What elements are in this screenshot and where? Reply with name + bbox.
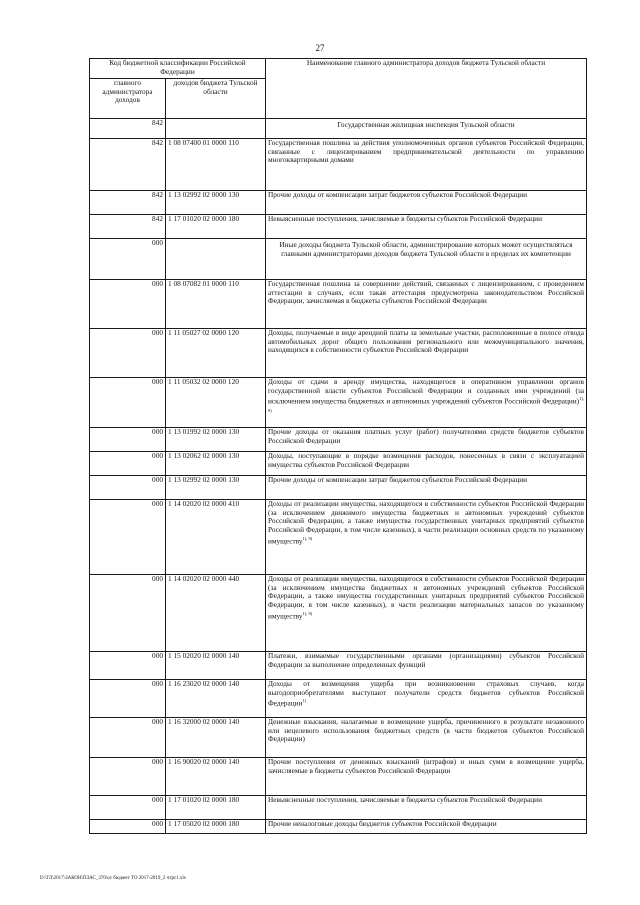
footnote-mark: 1), 9) — [268, 396, 584, 413]
section-row — [90, 119, 587, 139]
admin-code-cell: 000 — [90, 500, 166, 575]
revenue-name-cell — [266, 191, 587, 215]
table-row — [90, 575, 587, 652]
table-row — [90, 758, 587, 796]
table-row — [90, 452, 587, 476]
footnote-mark: 1) — [302, 698, 307, 704]
revenue-code-cell: 1 17 01020 02 0000 180 — [166, 796, 266, 820]
header-row — [90, 59, 587, 79]
section-row — [90, 239, 587, 280]
admin-code-cell: 000 — [90, 378, 166, 428]
revenue-code-cell: 1 16 23020 02 0000 140 — [166, 680, 266, 718]
revenue-name-cell — [266, 280, 587, 329]
revenue-name-text: Доходы от сдачи в аренду имущества, находящегося в оперативном управлении органов государственной власти субъектов Российской Федерации и созданных ими учреждений (за исключением имущества бюджетных и автономных учреждений субъектов Российской Федерации) — [268, 377, 584, 406]
revenue-code-cell: 1 15 02020 02 0000 140 — [166, 652, 266, 680]
table-row — [90, 718, 587, 758]
table-row — [90, 820, 587, 834]
revenue-name-cell — [266, 476, 587, 500]
admin-code-cell: 000 — [90, 758, 166, 796]
table-row — [90, 329, 587, 378]
revenue-name-text: Прочие неналоговые доходы бюджетов субъектов Российской Федерации — [268, 819, 497, 828]
revenue-code-cell: 1 13 02062 02 0000 130 — [166, 452, 266, 476]
revenue-code-cell: 1 11 05027 02 0000 120 — [166, 329, 266, 378]
admin-code-cell: 000 — [90, 680, 166, 718]
revenue-name-cell — [266, 758, 587, 796]
revenue-name-text: Доходы от реализации имущества, находящегося в собственности субъектов Российской Федерации (за исключением движимого имущества бюджетных и автономных учреждений субъектов Российской Федерации, а также имущества государственных унитарных предприятий субъектов Российской Федерации, в том числе казенных), в части реализации основных средств по указанному имуществу — [268, 499, 584, 546]
revenue-name-cell — [266, 452, 587, 476]
admin-code-cell: 842 — [90, 139, 166, 191]
admin-code-cell: 000 — [90, 575, 166, 652]
revenue-name-cell — [266, 139, 587, 191]
revenue-column-header: доходов бюджета Тульской области — [166, 79, 266, 119]
table-row — [90, 215, 587, 239]
admin-code-cell: 000 — [90, 796, 166, 820]
admin-code-cell: 842 — [90, 215, 166, 239]
admin-code-cell: 000 — [90, 428, 166, 452]
admin-code-cell: 000 — [90, 820, 166, 834]
revenue-name-text: Прочие доходы от оказания платных услуг (работ) получателями средств бюджетов субъектов Российской Федерации — [268, 427, 584, 445]
revenue-code-cell: 1 08 07400 01 0000 110 — [166, 139, 266, 191]
revenue-name-text: Государственная пошлина за совершение действий, связанных с лицензированием, с проведением аттестации в случаях, если такая аттестация предусмотрена законодательством Российской Федерации, зачисляемая в бюджеты субъектов Российской Федерации — [268, 279, 584, 306]
footnote-mark: 1), 9) — [302, 535, 313, 541]
table-row — [90, 280, 587, 329]
admin-code-cell: 000 — [90, 652, 166, 680]
footnote-mark: 1), 9) — [302, 610, 313, 616]
revenue-name-text: Иные доходы бюджета Тульской области, администрирование которых может осуществляться главными администраторами доходов бюджета Тульской области в пределах их компетенции — [279, 240, 573, 258]
admin-code-cell: 000 — [90, 476, 166, 500]
admin-code-cell: 000 — [90, 718, 166, 758]
revenue-code-cell: 1 17 01020 02 0000 180 — [166, 215, 266, 239]
revenue-name-text: Доходы, поступающие в порядке возмещения расходов, понесенных в связи с эксплуатацией имущества субъектов Российской Федерации — [268, 451, 584, 469]
table-row — [90, 796, 587, 820]
revenue-code-cell: 1 13 01992 02 0000 130 — [166, 428, 266, 452]
admin-code-cell: 000 — [90, 280, 166, 329]
admin-code-cell: 842 — [90, 119, 166, 139]
section-title-cell — [266, 239, 587, 280]
revenue-code-cell: 1 11 05032 02 0000 120 — [166, 378, 266, 428]
revenue-name-cell — [266, 428, 587, 452]
revenue-name-text: Невыясненные поступления, зачисляемые в бюджеты субъектов Российской Федерации — [268, 214, 542, 223]
revenue-name-cell — [266, 215, 587, 239]
name-column-header: Наименование главного администратора доходов бюджета Тульской области — [266, 59, 587, 119]
table-row — [90, 139, 587, 191]
revenue-name-cell — [266, 820, 587, 834]
revenue-name-text: Доходы, получаемые в виде арендной платы за земельные участки, расположенные в полосе отвода автомобильных дорог общего пользования регионального или межмуниципального значения, находящихся в собственности субъектов Российской Федерации — [268, 328, 584, 355]
admin-code-cell: 842 — [90, 191, 166, 215]
revenue-code-cell — [166, 119, 266, 139]
revenue-name-text: Денежные взыскания, налагаемые в возмещение ущерба, причиненного в результате незаконного или нецелевого использования бюджетных средств (в части бюджетов субъектов Российской Федерации) — [268, 717, 584, 744]
revenue-name-cell — [266, 329, 587, 378]
revenue-name-cell — [266, 575, 587, 652]
revenue-name-text: Прочие доходы от компенсации затрат бюджетов субъектов Российской Федерации — [268, 475, 528, 484]
revenue-name-cell — [266, 378, 587, 428]
table-row — [90, 680, 587, 718]
revenue-code-cell: 1 14 02020 02 0000 440 — [166, 575, 266, 652]
file-path-footer: D:\ГЛ\2017\ЗАКОН\ПЗАС_370\ос бюджет ТО 2017-2019_2 чтрс1.xls — [40, 876, 186, 881]
table-row — [90, 652, 587, 680]
revenue-code-cell — [166, 239, 266, 280]
revenue-name-text: Прочие доходы от компенсации затрат бюджетов субъектов Российской Федерации — [268, 190, 528, 199]
revenue-name-text: Государственная жилищная инспекция Тульской области — [337, 120, 515, 129]
section-title-cell — [266, 119, 587, 139]
code-group-header: Код бюджетной классификации Российской Федерации — [90, 59, 266, 79]
revenue-code-cell: 1 17 05020 02 0000 180 — [166, 820, 266, 834]
admin-code-cell: 000 — [90, 329, 166, 378]
revenue-code-cell: 1 14 02020 02 0000 410 — [166, 500, 266, 575]
revenue-name-cell — [266, 652, 587, 680]
revenue-name-text: Платежи, взимаемые государственными органами (организациями) субъектов Российской Федерации за выполнение определенных функций — [268, 651, 584, 669]
revenue-name-cell — [266, 718, 587, 758]
admin-column-header: главного администратора доходов — [90, 79, 166, 119]
revenue-name-text: Прочие поступления от денежных взысканий (штрафов) и иных сумм в возмещение ущерба, зачисляемые в бюджеты субъектов Российской Федерации — [268, 757, 584, 775]
revenue-name-text: Государственная пошлина за действия уполномоченных органов субъектов Российской Федерации, связанные с лицензированием предпринимательской деятельности по управлению многоквартирными домами — [268, 138, 584, 165]
table-row — [90, 191, 587, 215]
admin-code-cell: 000 — [90, 239, 166, 280]
revenue-name-cell — [266, 500, 587, 575]
table-row — [90, 378, 587, 428]
revenue-code-cell: 1 08 07082 01 0000 110 — [166, 280, 266, 329]
table-row — [90, 428, 587, 452]
revenue-code-cell: 1 16 32000 02 0000 140 — [166, 718, 266, 758]
revenue-name-text: Доходы от реализации имущества, находящегося в собственности субъектов Российской Федерации (за исключением имущества бюджетных и автономных учреждений субъектов Российской Федерации, а также имущества государственных унитарных предприятий субъектов Российской Федерации, в том числе казенных), в части реализации материальных запасов по указанному имуществу — [268, 574, 584, 621]
revenue-name-cell — [266, 796, 587, 820]
page-number: 27 — [315, 43, 325, 53]
table-row — [90, 476, 587, 500]
table-row — [90, 500, 587, 575]
revenue-name-cell — [266, 680, 587, 718]
revenue-code-cell: 1 16 90020 02 0000 140 — [166, 758, 266, 796]
admin-code-cell: 000 — [90, 452, 166, 476]
revenue-name-text: Невыясненные поступления, зачисляемые в бюджеты субъектов Российской Федерации — [268, 795, 542, 804]
revenue-name-text: Доходы от возмещения ущерба при возникновении страховых случаев, когда выгодоприобретателями выступают получатели средств бюджетов субъектов Российской Федерации — [268, 679, 584, 708]
revenue-code-cell: 1 13 02992 02 0000 130 — [166, 191, 266, 215]
revenue-code-cell: 1 13 02992 02 0000 130 — [166, 476, 266, 500]
budget-classification-table — [89, 58, 587, 834]
